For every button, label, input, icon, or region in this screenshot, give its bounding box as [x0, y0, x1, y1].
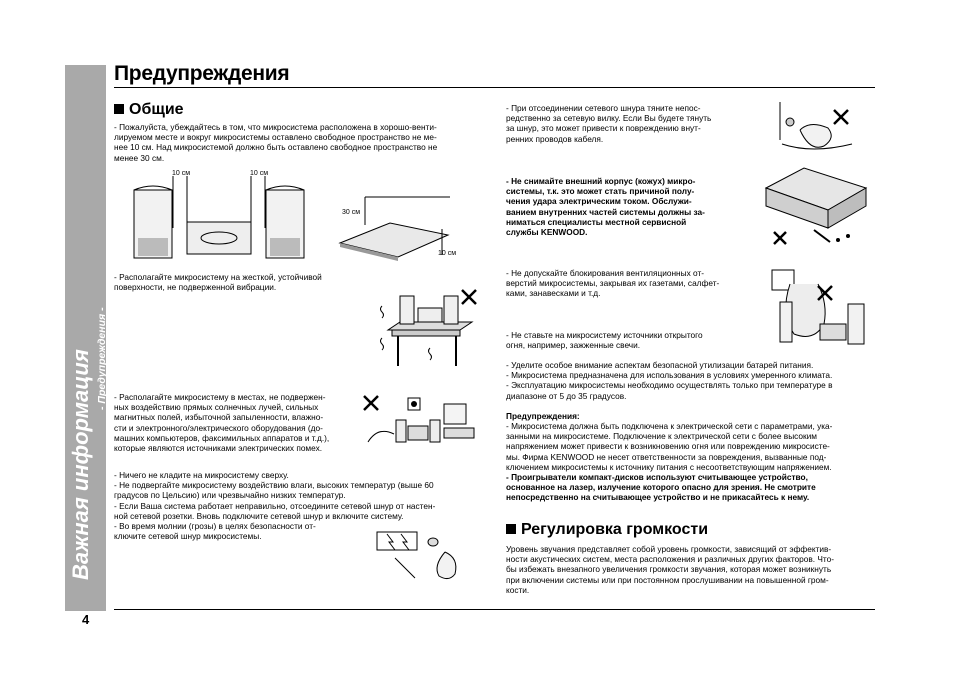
sidebar-title: Важная информация: [68, 349, 93, 580]
laser-warning: - Проигрыватели компакт-дисков используют считывающее устройство, основанное на лазер, излучение которого опасно для зрения. Не смотрите непосредственно на считывающее устройство и не прикасайтесь к нему.: [506, 472, 816, 503]
plug-illustration: [778, 100, 858, 156]
bottom-rule: [114, 609, 875, 610]
dim-label: 10 см: [250, 170, 269, 177]
right-paragraph-unplug: - При отсоединении сетевого шнура тяните непос- редственно за сетевую вилку. Если Вы будете тянуть за шнур, это может привести к повреждению внут- ренних проводов кабеля.: [506, 103, 712, 144]
warnings-label: Предупреждения:: [506, 411, 580, 421]
clearance-illustration-front: [132, 168, 322, 268]
interference-illustration: [360, 392, 478, 450]
warnings-paragraph: - Микросистема должна быть подключена к электрической сети с параметрами, ука- занными на микросистеме. Подключение к электрической сети с более высоким напряжением может привести к возникновению огня или повреждению микросисте- мы. Фирма KENWOOD не несет ответственности за повреждения, вызванные под- ключением микросистемы к источнику питания с несоответствующим напряжением.: [506, 421, 833, 472]
square-bullet-icon: [114, 104, 124, 114]
vibration-illustration: [380, 288, 480, 370]
right-paragraph-vents: - Не допускайте блокирования вентиляционных от- верстий микросистемы, закрывая их газетами, салфет- ками, занавесками и т.д.: [506, 268, 720, 299]
volume-paragraph: Уровень звучания представляет собой уровень громкости, зависящий от эффектив- ности акустических систем, места расположения и различных других факторов. Что- бы избежать внезапного увеличения громкости звучания, которая может возникнуть при включении системы или при постоянном прослушивании на повышенной гром- кости.: [506, 544, 835, 595]
dim-label: 10 см: [438, 250, 457, 257]
page-title: Предупреждения: [114, 62, 290, 85]
dim-label: 10 см: [172, 170, 191, 177]
general-paragraph-ventilation: - Пожалуйста, убеждайтесь в том, что микросистема расположена в хорошо-венти- лируемом месте и вокруг микросистемы оставлено свободное пространство не ме- нее 10 см. Над микросистемой должно быть оставлено свободное пространство не менее 30 см.: [114, 122, 438, 163]
right-paragraph-general-notes: - Уделите особое внимание аспектам безопасной утилизации батарей питания. - Микросистема предназначена для использования в условиях умеренного климата. - Эксплуатацию микросистемы необходимо осуществлять только при температуре в диапазоне от 5 до 35 градусов.: [506, 360, 833, 401]
case-illustration: [760, 160, 872, 252]
section-heading-volume: Регулировка громкости: [506, 521, 708, 539]
right-paragraph-case: - Не снимайте внешний корпус (кожух) микро- системы, т.к. это может стать причиной полу- чения удара электрическим током. Обслужи- ванием внутренних частей системы должны за- ниматься специалисты местной сервисной службы KENWOOD.: [506, 176, 705, 238]
top-rule: [114, 87, 875, 88]
sidebar-subtitle: - Предупреждения -: [96, 307, 108, 410]
curtain-candle-illustration: [770, 268, 872, 352]
general-paragraph-misc: - Ничего не кладите на микросистему сверху. - Не подвергайте микросистему воздействию влаги, высоких температур (выше 60 градусов по Цельсию) или чрезвычайно низких температур. - Если Ваша система работает неправильно, отсоедините сетевой шнур от настен- ной сетевой розетки. Вновь подключите сетевой шнур и включите систему. - Во время молнии (грозы) в целях безопасности от- ключите сетевой шнур микросистемы.: [114, 470, 436, 542]
square-bullet-icon: [506, 524, 516, 534]
section-heading-general: Общие: [114, 101, 184, 119]
general-paragraph-surface: - Располагайте микросистему на жесткой, устойчивой поверхности, не подверженной вибрации.: [114, 272, 322, 293]
page-number: 4: [82, 612, 90, 627]
dim-label: 30 см: [342, 209, 361, 216]
lightning-illustration: [375, 528, 475, 584]
right-paragraph-flame: - Не ставьте на микросистему источники открытого огня, например, зажженные свечи.: [506, 330, 703, 351]
general-paragraph-placement: - Располагайте микросистему в местах, не подвержен- ных воздействию прямых солнечных лучей, сильных магнитных полей, избыточной запыленности, влажно- сти и электронного/электрического оборудования (до- машних компьютеров, факсимильных аппаратов и т.д.), которые являются источниками электрических помех.: [114, 392, 330, 454]
